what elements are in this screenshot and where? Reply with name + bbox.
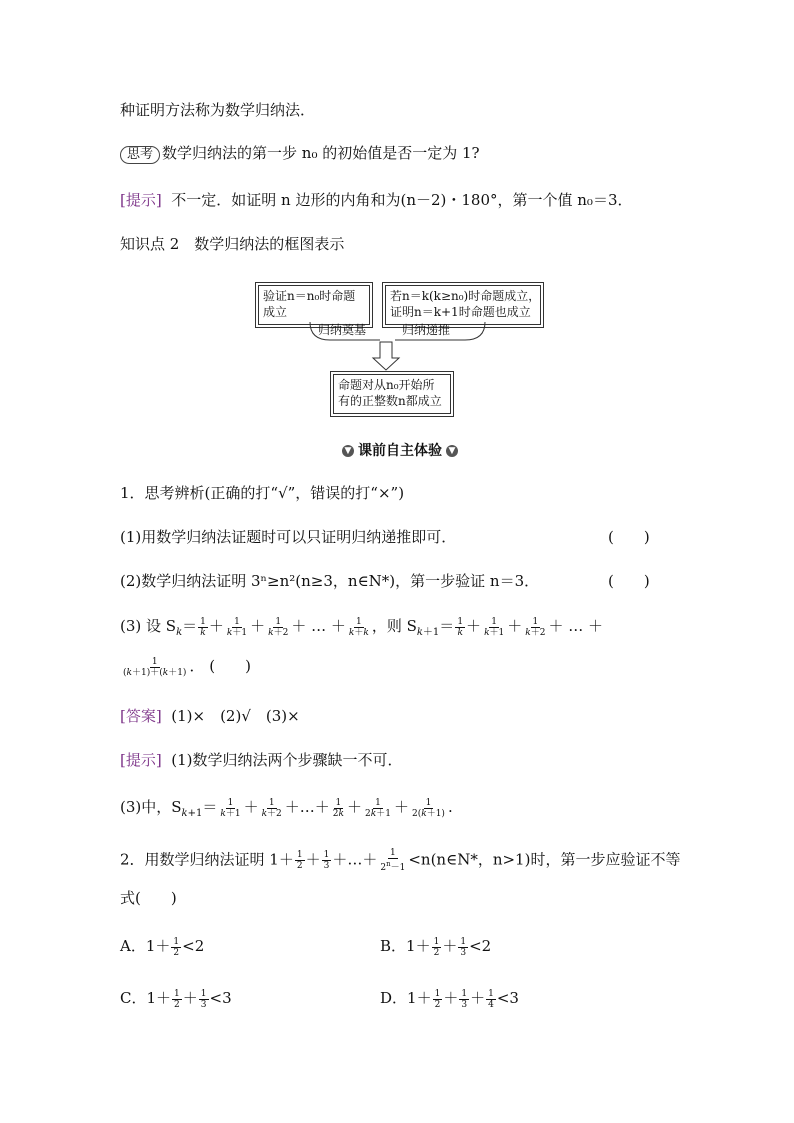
answer-text: (1)× (2)√ (3)× bbox=[171, 707, 300, 725]
think-question bbox=[120, 143, 480, 164]
flow-box-step bbox=[385, 285, 541, 325]
q2-option-d[interactable]: D．1＋ $\frac{1}{2}$ ＋ $\frac{1}{3}$ ＋ $\frac{1}{4}$ <3 bbox=[380, 988, 519, 1010]
hint-2-line2-prefix: (3)中，S bbox=[120, 798, 182, 816]
flow-box-base-line1: 验证n＝n₀时命题 bbox=[263, 289, 356, 303]
q2-option-b[interactable]: B．1＋ $\frac{1}{2}$ ＋ $\frac{1}{3}$ <2 bbox=[380, 936, 492, 958]
hint-2-text: (1)数学归纳法两个步骤缺一不可． bbox=[171, 751, 403, 769]
q2-suffix: <n(n∈N*，n>1)时，第一步应验证不等 bbox=[408, 850, 681, 869]
q2-option-c[interactable]: C．1＋ $\frac{1}{2}$ ＋ $\frac{1}{3}$ <3 bbox=[120, 988, 232, 1010]
hint-text: 不一定．如证明 n 边形的内角和为(n－2)・180°，第一个值 n₀＝3． bbox=[171, 191, 633, 209]
q1-item2: (2)数学归纳法证明 3ⁿ≥n²(n≥3，n∈N*)，第一步验证 n＝3． bbox=[120, 572, 540, 590]
answer-tag: [答案] bbox=[120, 707, 162, 725]
flow-box-step-line1: 若n＝k(k≥n₀)时命题成立， bbox=[390, 289, 541, 303]
section-title bbox=[300, 440, 500, 460]
flow-box-base bbox=[258, 285, 370, 325]
chevron-down-icon: ▼ bbox=[342, 445, 354, 457]
hint-tag: [提示] bbox=[120, 191, 162, 209]
q1-item3-mid: ，则 S bbox=[371, 617, 417, 635]
flow-box-conclusion bbox=[333, 374, 451, 414]
answer-line bbox=[120, 706, 300, 726]
q1-item3-cont: $\frac{1}{(k+1)+(k+1)}$ ． ( ) bbox=[123, 656, 251, 678]
q2-option-d-prefix: D．1＋ bbox=[380, 989, 432, 1007]
hint-2-line2: (3)中，$S_{k+1}=$ $\frac{1}{k+1}$ ＋ $\frac{1}{k+2}$ ＋…＋ $\frac{1}{2k}$ ＋ $\frac{1}{2k+1}$ ＋ $\frac{1}{2(k+1)}$ . bbox=[120, 797, 453, 819]
q2-option-a-prefix: A．1＋ bbox=[120, 937, 171, 955]
flow-box-base-line2: 成立 bbox=[263, 305, 288, 319]
q1-item3-blank[interactable]: ( ) bbox=[209, 657, 251, 675]
q1-item3: (3) 设 $S_k=$ $\frac{1}{k}$ ＋ $\frac{1}{k+1}$ ＋ $\frac{1}{k+2}$ ＋ … ＋ $\frac{1}{k+k}$ ，则 $S_{k+1}=$ $\frac{1}{k}$ ＋ $\frac{1}{k+1}$ ＋ $\frac{1}{k+2}$ ＋ … ＋ bbox=[120, 616, 604, 638]
knowledge-title: 知识点 2 数学归纳法的框图表示 bbox=[120, 235, 345, 253]
flow-box-conclusion-line2: 有的正整数n都成立 bbox=[338, 394, 442, 408]
think-tag: 思考 bbox=[120, 146, 160, 164]
q1-item3-prefix: (3) 设 S bbox=[120, 617, 177, 635]
hint-2-tag: [提示] bbox=[120, 751, 162, 769]
q1-item1: (1)用数学归纳法证题时可以只证明归纳递推即可． bbox=[120, 528, 457, 546]
q2-prefix: 2．用数学归纳法证明 1＋ bbox=[120, 850, 294, 869]
q2-option-b-prefix: B．1＋ bbox=[380, 937, 431, 955]
q1-item3-end: ． bbox=[189, 657, 205, 675]
hint-2 bbox=[120, 750, 403, 770]
q2-option-c-prefix: C．1＋ bbox=[120, 989, 172, 1007]
q2-line1: 2．用数学归纳法证明 1＋ $\frac{1}{2}$ ＋ $\frac{1}{3}$ ＋…＋ $\frac{1}{2^n-1}$ <n(n∈N*，n>1)时，第一步应验证不等 bbox=[120, 848, 681, 873]
flow-label-base: 归纳奠基 bbox=[318, 323, 367, 337]
think-text: 数学归纳法的第一步 n₀ 的初始值是否一定为 1? bbox=[162, 144, 480, 162]
intro-line: 种证明方法称为数学归纳法． bbox=[120, 101, 316, 119]
q1-title: 1．思考辨析(正确的打“√”，错误的打“×”) bbox=[120, 484, 405, 502]
flow-box-step-line2: 证明n＝k+1时命题也成立 bbox=[390, 305, 531, 319]
chevron-down-icon: ▼ bbox=[446, 445, 458, 457]
q2-option-a[interactable]: A．1＋ $\frac{1}{2}$ <2 bbox=[120, 936, 205, 958]
section-title-text: 课前自主体验 bbox=[358, 443, 442, 459]
hint-1 bbox=[120, 190, 633, 210]
flow-box-conclusion-line1: 命题对从n₀开始所 bbox=[338, 378, 435, 392]
flow-label-step: 归纳递推 bbox=[402, 323, 451, 337]
q1-item2-blank[interactable]: ( ) bbox=[608, 572, 650, 590]
q2-line2: 式( ) bbox=[120, 889, 177, 907]
q1-item1-blank[interactable]: ( ) bbox=[608, 528, 650, 546]
